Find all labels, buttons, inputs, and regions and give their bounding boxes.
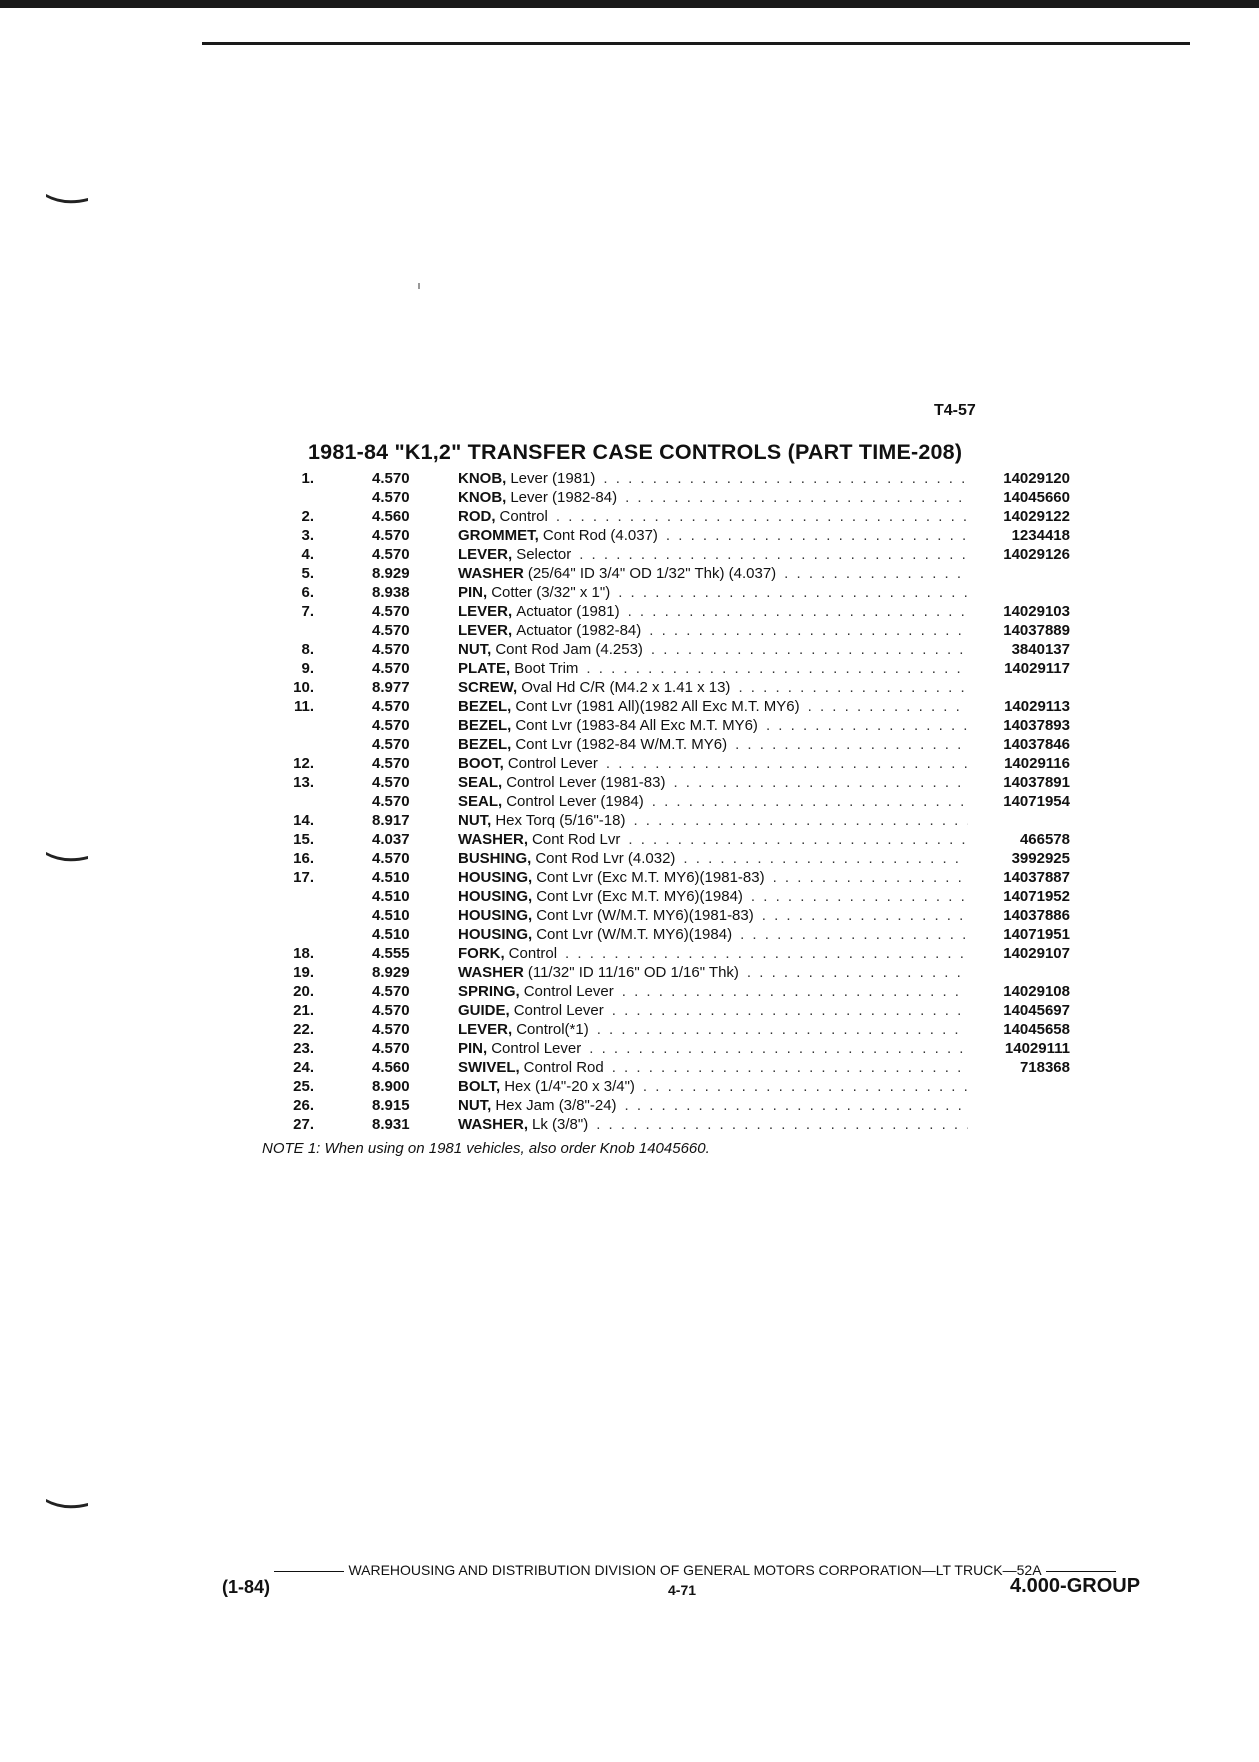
part-description	[458, 1058, 968, 1077]
part-index: 7.	[301, 603, 314, 620]
part-detail: Cont Lvr (Exc M.T. MY6)(1984)	[536, 888, 743, 905]
part-name: SEAL,	[458, 793, 503, 810]
footer-dash-left	[274, 1571, 344, 1572]
part-group-code: 8.900	[372, 1078, 410, 1095]
part-number: 3992925	[1011, 850, 1070, 867]
dot-leader	[617, 1096, 968, 1115]
part-detail: Cont Lvr (1981 All)(1982 All Exc M.T. MY6)	[515, 698, 800, 715]
dot-leader	[739, 963, 968, 982]
part-number: 1234418	[1011, 527, 1070, 544]
part-row	[260, 526, 1080, 545]
part-group-code: 4.570	[372, 717, 410, 734]
footer-group: 4.000-GROUP	[1010, 1575, 1141, 1597]
part-row	[260, 1039, 1080, 1058]
part-row	[260, 488, 1080, 507]
part-description	[458, 1077, 968, 1096]
part-index: 3.	[301, 527, 314, 544]
dot-leader	[620, 602, 968, 621]
part-detail: Cont Lvr (1982-84 W/M.T. MY6)	[515, 736, 728, 753]
part-detail: Cont Rod (4.037)	[542, 527, 658, 544]
part-detail: Hex Torq (5/16"-18)	[495, 812, 626, 829]
part-detail: Control Lever (1981-83)	[506, 774, 666, 791]
part-group-code: 4.570	[372, 736, 410, 753]
page-top-edge	[0, 0, 1259, 8]
part-description	[458, 526, 968, 545]
part-group-code: 8.929	[372, 565, 410, 582]
part-description	[458, 678, 968, 697]
part-name: HOUSING,	[458, 926, 533, 943]
part-name: LEVER,	[458, 603, 513, 620]
part-group-code: 4.570	[372, 470, 410, 487]
dot-leader	[571, 545, 968, 564]
part-description	[458, 488, 968, 507]
part-description	[458, 887, 968, 906]
part-index: 26.	[293, 1097, 314, 1114]
dot-leader	[776, 564, 968, 583]
dot-leader	[641, 621, 968, 640]
part-row	[260, 716, 1080, 735]
part-number: 14071951	[1003, 926, 1070, 943]
part-description	[458, 1039, 968, 1058]
part-group-code: 4.510	[372, 926, 410, 943]
footnote: NOTE 1: When using on 1981 vehicles, also order Knob 14045660.	[262, 1140, 710, 1157]
part-row	[260, 830, 1080, 849]
dot-leader	[800, 697, 968, 716]
part-row	[260, 868, 1080, 887]
part-index: 18.	[293, 945, 314, 962]
part-group-code: 4.570	[372, 641, 410, 658]
part-index: 1.	[301, 470, 314, 487]
part-number: 14029120	[1003, 470, 1070, 487]
part-group-code: 4.560	[372, 508, 410, 525]
part-name: BUSHING,	[458, 850, 532, 867]
part-row	[260, 1096, 1080, 1115]
part-detail: Cont Rod Lvr	[532, 831, 621, 848]
part-index: 4.	[301, 546, 314, 563]
binder-hole-mark	[44, 1497, 90, 1511]
part-row	[260, 697, 1080, 716]
part-number: 14037891	[1003, 774, 1070, 791]
dot-leader	[604, 1001, 968, 1020]
dot-leader	[581, 1039, 968, 1058]
part-detail: Cont Lvr (1983-84 All Exc M.T. MY6)	[515, 717, 758, 734]
part-index: 2.	[301, 508, 314, 525]
part-description	[458, 697, 968, 716]
part-row	[260, 507, 1080, 526]
part-index: 5.	[301, 565, 314, 582]
dot-leader	[743, 887, 968, 906]
part-description	[458, 583, 968, 602]
part-description	[458, 811, 968, 830]
part-number: 14029111	[1004, 1040, 1070, 1057]
dot-leader	[620, 830, 968, 849]
part-description	[458, 754, 968, 773]
part-group-code: 4.570	[372, 603, 410, 620]
part-row	[260, 602, 1080, 621]
part-index: 22.	[293, 1021, 314, 1038]
footer-dash-right	[1046, 1571, 1116, 1572]
part-detail: Selector	[516, 546, 572, 563]
part-group-code: 8.915	[372, 1097, 410, 1114]
part-detail: Control Rod	[523, 1059, 604, 1076]
part-name: HOUSING,	[458, 869, 533, 886]
part-row	[260, 849, 1080, 868]
part-detail: Boot Trim	[514, 660, 579, 677]
part-group-code: 4.570	[372, 527, 410, 544]
dot-leader	[675, 849, 968, 868]
part-description	[458, 849, 968, 868]
dot-leader	[595, 469, 968, 488]
part-name: PIN,	[458, 584, 488, 601]
binder-hole-mark	[44, 192, 90, 206]
part-group-code: 4.560	[372, 1059, 410, 1076]
part-index: 13.	[293, 774, 314, 791]
part-row	[260, 754, 1080, 773]
part-row	[260, 621, 1080, 640]
part-index: 17.	[293, 869, 314, 886]
part-detail: Cont Lvr (W/M.T. MY6)(1984)	[536, 926, 733, 943]
part-group-code: 4.555	[372, 945, 410, 962]
part-detail: Hex (1/4"-20 x 3/4")	[504, 1078, 635, 1095]
part-group-code: 4.570	[372, 489, 410, 506]
parts-list	[260, 469, 1080, 1134]
part-index: 11.	[293, 698, 314, 715]
part-description	[458, 469, 968, 488]
part-number: 14029108	[1003, 983, 1070, 1000]
part-index: 12.	[293, 755, 314, 772]
part-row	[260, 678, 1080, 697]
part-row	[260, 944, 1080, 963]
part-number: 14045697	[1003, 1002, 1070, 1019]
part-index: 24.	[293, 1059, 314, 1076]
part-description	[458, 1001, 968, 1020]
part-number: 14071954	[1003, 793, 1070, 810]
part-number: 14045660	[1003, 489, 1070, 506]
binder-hole-mark	[44, 850, 90, 864]
part-number: 14037846	[1003, 736, 1070, 753]
part-description	[458, 640, 968, 659]
part-name: NUT,	[458, 1097, 492, 1114]
part-group-code: 4.570	[372, 755, 410, 772]
part-group-code: 4.037	[372, 831, 410, 848]
part-description	[458, 545, 968, 564]
part-detail: Control Lever	[507, 755, 598, 772]
dot-leader	[588, 1115, 968, 1134]
part-number: 466578	[1019, 831, 1070, 848]
part-detail: Cont Rod Lvr (4.032)	[535, 850, 676, 867]
part-row	[260, 925, 1080, 944]
dot-leader	[658, 526, 968, 545]
part-group-code: 4.570	[372, 1021, 410, 1038]
part-name: WASHER	[458, 964, 524, 981]
part-description	[458, 621, 968, 640]
dot-leader	[765, 868, 968, 887]
part-number: 14037889	[1003, 622, 1070, 639]
part-group-code: 4.570	[372, 774, 410, 791]
dot-leader	[589, 1020, 968, 1039]
part-name: NUT,	[458, 641, 492, 658]
part-detail: Cont Rod Jam (4.253)	[495, 641, 643, 658]
dot-leader	[730, 678, 968, 697]
part-row	[260, 963, 1080, 982]
part-index: 15.	[293, 831, 314, 848]
part-row	[260, 1001, 1080, 1020]
part-row	[260, 583, 1080, 602]
part-description	[458, 773, 968, 792]
part-name: SWIVEL,	[458, 1059, 520, 1076]
dot-leader	[557, 944, 968, 963]
part-detail: Control Lever (1984)	[506, 793, 644, 810]
dot-leader	[598, 754, 968, 773]
dot-leader	[643, 640, 968, 659]
part-description	[458, 1020, 968, 1039]
part-index: 9.	[301, 660, 314, 677]
part-number: 14037886	[1003, 907, 1070, 924]
part-name: PIN,	[458, 1040, 488, 1057]
dot-leader	[665, 773, 968, 792]
part-name: LEVER,	[458, 622, 513, 639]
part-group-code: 4.570	[372, 622, 410, 639]
part-name: WASHER	[458, 565, 524, 582]
part-detail: Control	[499, 508, 548, 525]
part-detail: Cotter (3/32" x 1")	[491, 584, 611, 601]
part-description	[458, 792, 968, 811]
part-name: BEZEL,	[458, 736, 512, 753]
part-number: 14029116	[1004, 755, 1070, 772]
part-row	[260, 640, 1080, 659]
dot-leader	[644, 792, 968, 811]
part-name: LEVER,	[458, 546, 513, 563]
part-name: GROMMET,	[458, 527, 539, 544]
part-description	[458, 963, 968, 982]
part-number: 14029122	[1003, 508, 1070, 525]
part-name: NUT,	[458, 812, 492, 829]
part-detail: Control	[508, 945, 558, 962]
footer-date-code: (1-84)	[222, 1577, 271, 1597]
part-row	[260, 659, 1080, 678]
part-row	[260, 564, 1080, 583]
part-group-code: 4.570	[372, 698, 410, 715]
part-group-code: 8.931	[372, 1116, 410, 1133]
part-row	[260, 982, 1080, 1001]
part-group-code: 4.510	[372, 907, 410, 924]
part-row	[260, 887, 1080, 906]
part-name: PLATE,	[458, 660, 511, 677]
part-row	[260, 773, 1080, 792]
part-number: 14037893	[1003, 717, 1070, 734]
part-row	[260, 811, 1080, 830]
part-description	[458, 1096, 968, 1115]
part-index: 20.	[293, 983, 314, 1000]
part-number: 14029126	[1003, 546, 1070, 563]
part-index: 23.	[293, 1040, 314, 1057]
part-detail: Control Lever	[491, 1040, 582, 1057]
reference-code: T4-57	[934, 402, 976, 419]
dot-leader	[614, 982, 968, 1001]
part-group-code: 8.929	[372, 964, 410, 981]
part-name: BEZEL,	[458, 717, 512, 734]
part-number: 718368	[1019, 1059, 1070, 1076]
dot-leader	[754, 906, 968, 925]
dot-leader	[758, 716, 968, 735]
part-number: 14045658	[1003, 1021, 1070, 1038]
part-row	[260, 906, 1080, 925]
part-description	[458, 659, 968, 678]
part-name: BOLT,	[458, 1078, 501, 1095]
part-index: 21.	[293, 1002, 314, 1019]
part-group-code: 4.570	[372, 983, 410, 1000]
part-name: SCREW,	[458, 679, 518, 696]
part-detail: Oval Hd C/R (M4.2 x 1.41 x 13)	[521, 679, 731, 696]
part-detail: Lk (3/8")	[532, 1116, 589, 1133]
part-row	[260, 1077, 1080, 1096]
part-name: ROD,	[458, 508, 496, 525]
part-group-code: 4.570	[372, 850, 410, 867]
part-detail: Hex Jam (3/8"-24)	[495, 1097, 617, 1114]
part-description	[458, 944, 968, 963]
part-group-code: 4.570	[372, 1002, 410, 1019]
dot-leader	[578, 659, 968, 678]
footer-division-text: WAREHOUSING AND DISTRIBUTION DIVISION OF GENERAL MOTORS CORPORATION—LT TRUCK—52A	[348, 1562, 1042, 1578]
part-name: KNOB,	[458, 470, 507, 487]
dot-leader	[732, 925, 968, 944]
part-description	[458, 868, 968, 887]
part-group-code: 4.570	[372, 546, 410, 563]
dot-leader	[604, 1058, 968, 1077]
part-group-code: 4.510	[372, 869, 410, 886]
part-group-code: 8.938	[372, 584, 410, 601]
part-detail: Cont Lvr (W/M.T. MY6)(1981-83)	[536, 907, 754, 924]
dot-leader	[610, 583, 968, 602]
part-name: WASHER,	[458, 831, 529, 848]
part-number: 14037887	[1003, 869, 1070, 886]
part-index: 14.	[293, 812, 314, 829]
part-description	[458, 602, 968, 621]
part-name: LEVER,	[458, 1021, 513, 1038]
part-row	[260, 545, 1080, 564]
part-number: 14071952	[1003, 888, 1070, 905]
part-name: GUIDE,	[458, 1002, 510, 1019]
header-rule	[202, 42, 1190, 45]
part-description	[458, 982, 968, 1001]
part-description	[458, 906, 968, 925]
part-index: 6.	[301, 584, 314, 601]
part-name: KNOB,	[458, 489, 507, 506]
dot-leader	[617, 488, 968, 507]
part-detail: Control Lever	[513, 1002, 604, 1019]
part-row	[260, 469, 1080, 488]
part-group-code: 4.510	[372, 888, 410, 905]
part-index: 27.	[293, 1116, 314, 1133]
part-group-code: 8.917	[372, 812, 410, 829]
part-description	[458, 925, 968, 944]
part-name: BEZEL,	[458, 698, 512, 715]
part-detail: (25/64" ID 3/4" OD 1/32" Thk) (4.037)	[527, 565, 777, 582]
part-description	[458, 735, 968, 754]
part-name: HOUSING,	[458, 907, 533, 924]
dot-leader	[727, 735, 968, 754]
part-number: 14029107	[1003, 945, 1070, 962]
part-index: 25.	[293, 1078, 314, 1095]
page-title: 1981-84 "K1,2" TRANSFER CASE CONTROLS (PART TIME-208)	[308, 440, 963, 464]
part-number: 3840137	[1011, 641, 1070, 658]
part-detail: Control Lever	[523, 983, 614, 1000]
part-row	[260, 1115, 1080, 1134]
part-description	[458, 1115, 968, 1134]
dot-leader	[635, 1077, 968, 1096]
part-detail: (11/32" ID 11/16" OD 1/16" Thk)	[527, 964, 739, 981]
part-name: BOOT,	[458, 755, 504, 772]
part-group-code: 8.977	[372, 679, 410, 696]
part-row	[260, 792, 1080, 811]
part-description	[458, 830, 968, 849]
part-description	[458, 716, 968, 735]
part-detail: Lever (1981)	[510, 470, 596, 487]
part-row	[260, 1020, 1080, 1039]
part-description	[458, 507, 968, 526]
part-detail: Control(*1)	[516, 1021, 589, 1038]
part-number: 14029103	[1003, 603, 1070, 620]
part-group-code: 4.570	[372, 1040, 410, 1057]
part-name: HOUSING,	[458, 888, 533, 905]
part-detail: Actuator (1981)	[516, 603, 620, 620]
part-name: FORK,	[458, 945, 505, 962]
part-group-code: 4.570	[372, 793, 410, 810]
part-detail: Cont Lvr (Exc M.T. MY6)(1981-83)	[536, 869, 765, 886]
part-detail: Actuator (1982-84)	[516, 622, 642, 639]
part-number: 14029117	[1004, 660, 1070, 677]
part-name: SPRING,	[458, 983, 520, 1000]
part-group-code: 4.570	[372, 660, 410, 677]
footer-page-number: 4-71	[668, 1582, 697, 1598]
part-row	[260, 735, 1080, 754]
dot-leader	[548, 507, 968, 526]
part-number: 14029113	[1004, 698, 1070, 715]
scan-speck	[418, 283, 420, 289]
part-index: 19.	[293, 964, 314, 981]
part-index: 10.	[293, 679, 314, 696]
part-detail: Lever (1982-84)	[510, 489, 618, 506]
part-name: WASHER,	[458, 1116, 529, 1133]
part-row	[260, 1058, 1080, 1077]
part-index: 8.	[301, 641, 314, 658]
part-index: 16.	[293, 850, 314, 867]
part-description	[458, 564, 968, 583]
dot-leader	[625, 811, 968, 830]
part-name: SEAL,	[458, 774, 503, 791]
